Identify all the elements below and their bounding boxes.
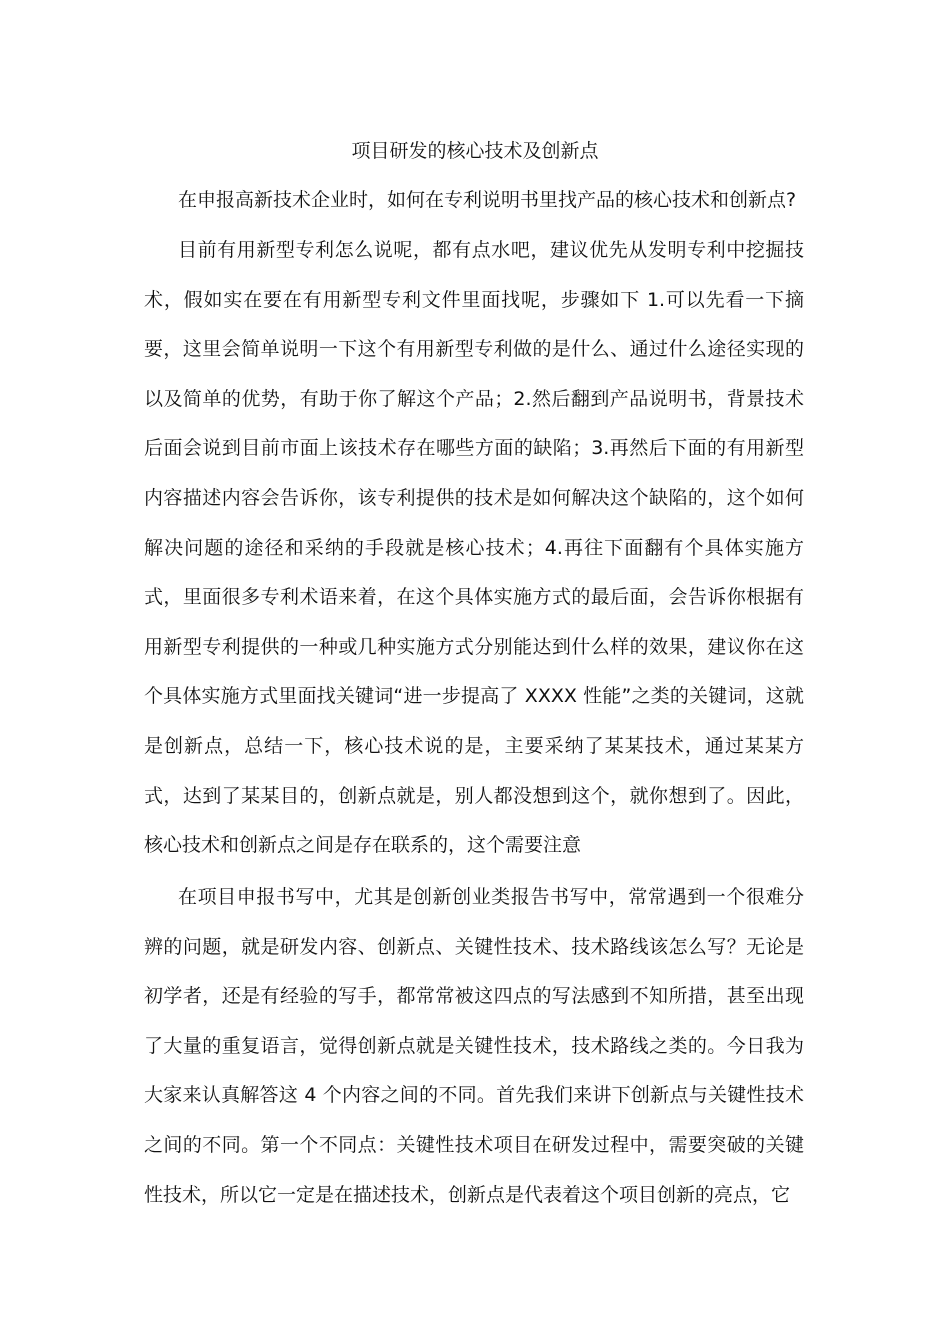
paragraph-patent-steps: 目前有用新型专利怎么说呢，都有点水吧，建议优先从发明专利中挖掘技术，假如实在要在有用新型专利文件里面找呢，步骤如下 1.可以先看一下摘要，这里会简单说明一下这个有用新型专利做的是什么、通过什么途径实现的以及简单的优势，有助于你了解这个产品；2.然后翻到产品说明书，背景技术后面会说到目前市面上该技术存在哪些方面的缺陷；3.再然后下面的有用新型内容描述内容会告诉你，该专利提供的技术是如何解决这个缺陷的，这个如何解决问题的途径和采纳的手段就是核心技术；4.再往下面翻有个具体实施方式，里面很多专利术语来着，在这个具体实施方式的最后面，会告诉你根据有用新型专利提供的一种或几种实施方式分别能达到什么样的效果，建议你在这个具体实施方式里面找关键词“进一步提高了 XXXX 性能”之类的关键词，这就是创新点，总结一下，核心技术说的是，主要采纳了某某技术，通过某某方式，达到了某某目的，创新点就是，别人都没想到这个，就你想到了。因此，核心技术和创新点之间是存在联系的，这个需要注意 <box>144 239 804 857</box>
paragraph-question: 在申报高新技术企业时，如何在专利说明书里找产品的核心技术和创新点? <box>178 189 797 211</box>
paragraph-project-writing: 在项目申报书写中，尤其是创新创业类报告书写中，常常遇到一个很难分辨的问题，就是研发内容、创新点、关键性技术、技术路线该怎么写？无论是初学者，还是有经验的写手，都常常被这四点的写法感到不知所措，甚至出现了大量的重复语言，觉得创新点就是关键性技术，技术路线之类的。今日我为大家来认真解答这 4 个内容之间的不同。首先我们来讲下创新点与关键性技术之间的不同。第一个不同点：关键性技术项目在研发过程中，需要突破的关键性技术，所以它一定是在描述技术，创新点是代表着这个项目创新的亮点，它 <box>144 886 804 1206</box>
document-title: 项目研发的核心技术及创新点 <box>351 140 599 162</box>
